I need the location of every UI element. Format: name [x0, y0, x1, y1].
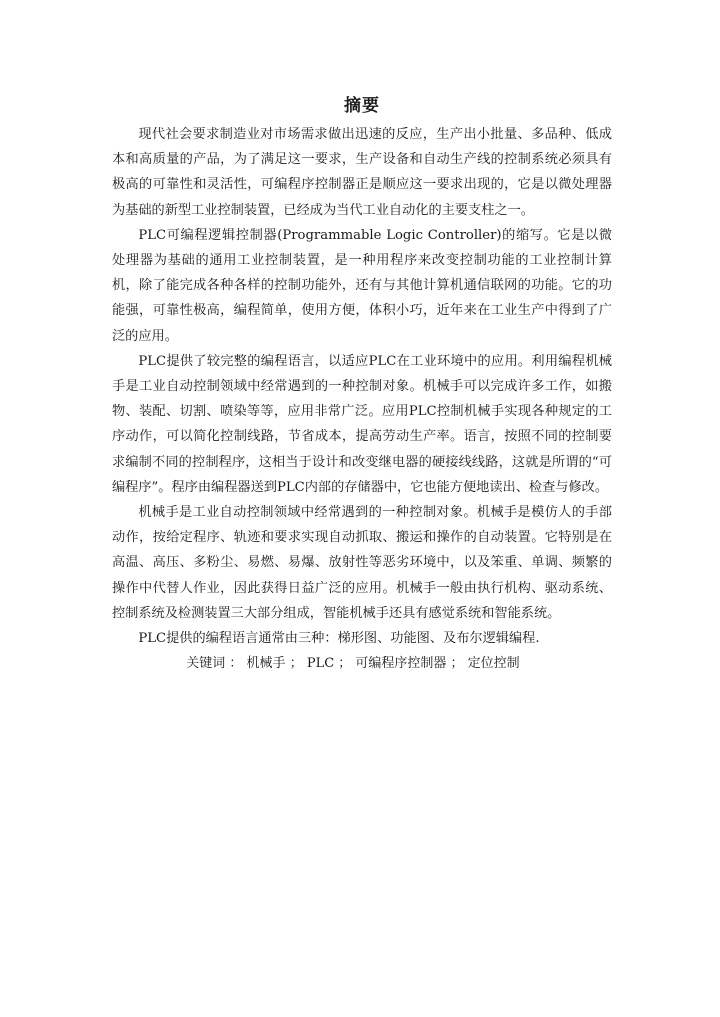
abstract-section: [112, 92, 612, 676]
paragraph-plc-language: PLC提供了较完整的编程语言，以适应PLC在工业环境中的应用。利用编程机械手是工业自动控制领域中经常遇到的一种控制对象。机械手可以完成许多工作，如搬物、装配、切割、喷染等等，应用非常广泛。应用PLC控制机械手实现各种规定的工序动作，可以简化控制线路，节省成本，提高劳动生产率。语言，按照不同的控制要求编制不同的控制程序，这相当于设计和改变继电器的硬接线线路，这就是所谓的“可编程序”。程序由编程器送到PLC内部的存储器中，它也能方便地读出、检查与修改。: [112, 353, 612, 495]
paragraph-programming-languages: PLC提供的编程语言通常由三种：梯形图、功能图、及布尔逻辑编程.: [138, 631, 540, 647]
paragraph-plc-definition: PLC可编程逻辑控制器(Programmable Logic Controller)的缩写。它是以微处理器为基础的通用工业控制装置，是一种用程序来改变控制功能的工业控制计算机，除了能完成各种各样的控制功能外，还有与其他计算机通信联网的功能。它的功能强，可靠性极高，编程简单，使用方便，体积小巧，近年来在工业生产中得到了广泛的应用。: [112, 227, 612, 344]
keywords-line: 关键词 ： 机械手 ； PLC ； 可编程序控制器 ； 定位控制: [186, 656, 520, 672]
paragraph-manipulator: 机械手是工业自动控制领域中经常遇到的一种控制对象。机械手是模仿人的手部动作，按给定程序、轨迹和要求实现自动抓取、搬运和操作的自动装置。它特别是在高温、高压、多粉尘、易燃、易爆、放射性等恶劣环境中，以及笨重、单调、频繁的操作中代替人作业，因此获得日益广泛的应用。机械手一般由执行机构、驱动系统、控制系统及检测装置三大部分组成，智能机械手还具有感觉系统和智能系统。: [112, 505, 612, 621]
paragraph-intro: 现代社会要求制造业对市场需求做出迅速的反应，生产出小批量、多品种、低成本和高质量的产品，为了满足这一要求，生产设备和自动生产线的控制系统必须具有极高的可靠性和灵活性，可编程序控制器正是顺应这一要求出现的，它是以微处理器为基础的新型工业控制装置，已经成为当代工业自动化的主要支柱之一。: [112, 127, 612, 218]
page-title: 摘要: [344, 96, 380, 116]
